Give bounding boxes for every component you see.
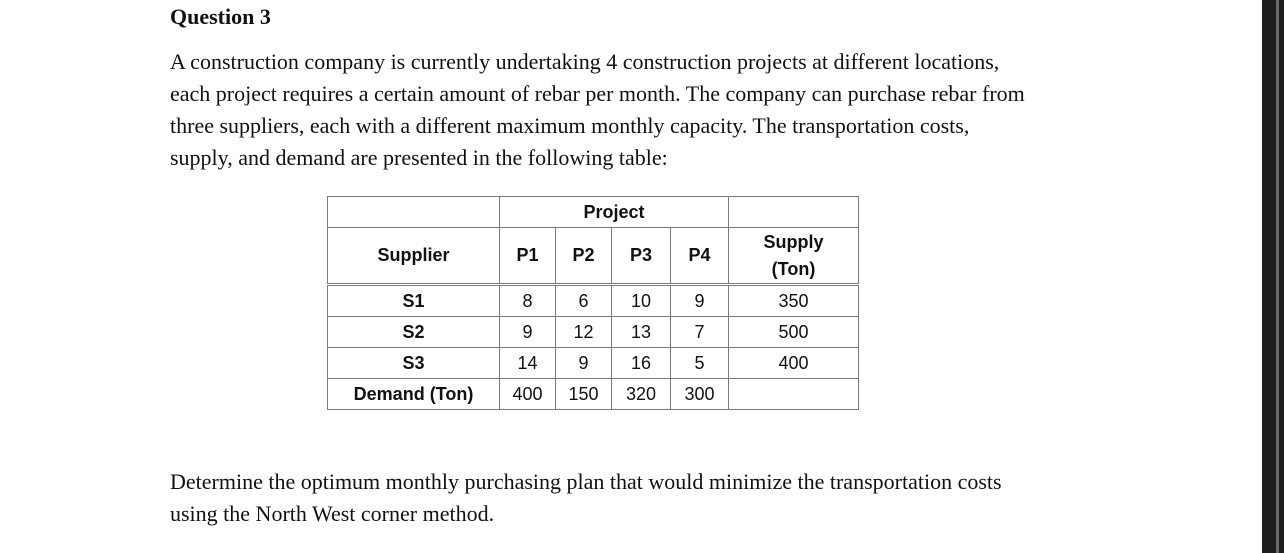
supply-cell: 350: [729, 285, 859, 317]
project-header-p1: P1: [500, 228, 556, 285]
scrollbar-track[interactable]: [1262, 0, 1284, 553]
cost-cell: 6: [556, 285, 612, 317]
table-header-row: [328, 228, 859, 285]
intro-line: each project requires a certain amount of rebar per month. The company can purchase rebar from: [170, 81, 1025, 106]
supplier-cell: S1: [328, 285, 500, 317]
closing-paragraph: [170, 466, 1170, 530]
closing-line: using the North West corner method.: [170, 501, 495, 526]
intro-line: supply, and demand are presented in the following table:: [170, 145, 668, 170]
cost-table: [327, 196, 859, 410]
demand-cell: 320: [612, 379, 671, 410]
cost-cell: 16: [612, 348, 671, 379]
demand-cell: 400: [500, 379, 556, 410]
table-row: [328, 317, 859, 348]
cost-cell: 13: [612, 317, 671, 348]
cost-cell: 9: [500, 317, 556, 348]
empty-cell: [729, 379, 859, 410]
supply-header-line1: Supply: [763, 231, 824, 252]
demand-row: [328, 379, 859, 410]
closing-line: Determine the optimum monthly purchasing plan that would minimize the transportation costs: [170, 469, 1002, 494]
table-row: [328, 285, 859, 317]
demand-cell: 150: [556, 379, 612, 410]
scrollbar-thumb[interactable]: [1276, 0, 1279, 553]
table-row: [328, 348, 859, 379]
supply-cell: 400: [729, 348, 859, 379]
supplier-header: Supplier: [328, 228, 500, 285]
project-header-p3: P3: [612, 228, 671, 285]
table-group-header-row: [328, 197, 859, 228]
project-header-p4: P4: [671, 228, 729, 285]
supply-header: [729, 228, 859, 285]
cost-cell: 7: [671, 317, 729, 348]
supplier-cell: S2: [328, 317, 500, 348]
intro-line: three suppliers, each with a different maximum monthly capacity. The transportation costs,: [170, 113, 970, 138]
supply-header-line2: (Ton): [771, 258, 816, 279]
cost-cell: 10: [612, 285, 671, 317]
intro-paragraph: [170, 46, 1170, 174]
table-corner-cell: [729, 197, 859, 228]
supply-cell: 500: [729, 317, 859, 348]
cost-cell: 8: [500, 285, 556, 317]
cost-cell: 9: [671, 285, 729, 317]
demand-cell: 300: [671, 379, 729, 410]
supplier-cell: S3: [328, 348, 500, 379]
cost-cell: 5: [671, 348, 729, 379]
cost-cell: 12: [556, 317, 612, 348]
project-header-p2: P2: [556, 228, 612, 285]
cost-cell: 14: [500, 348, 556, 379]
cost-cell: 9: [556, 348, 612, 379]
table-corner-cell: [328, 197, 500, 228]
question-heading: Question 3: [170, 4, 271, 29]
project-group-header: Project: [500, 197, 729, 228]
demand-label: Demand (Ton): [328, 379, 500, 410]
intro-line: A construction company is currently undertaking 4 construction projects at different locations,: [170, 49, 1000, 74]
